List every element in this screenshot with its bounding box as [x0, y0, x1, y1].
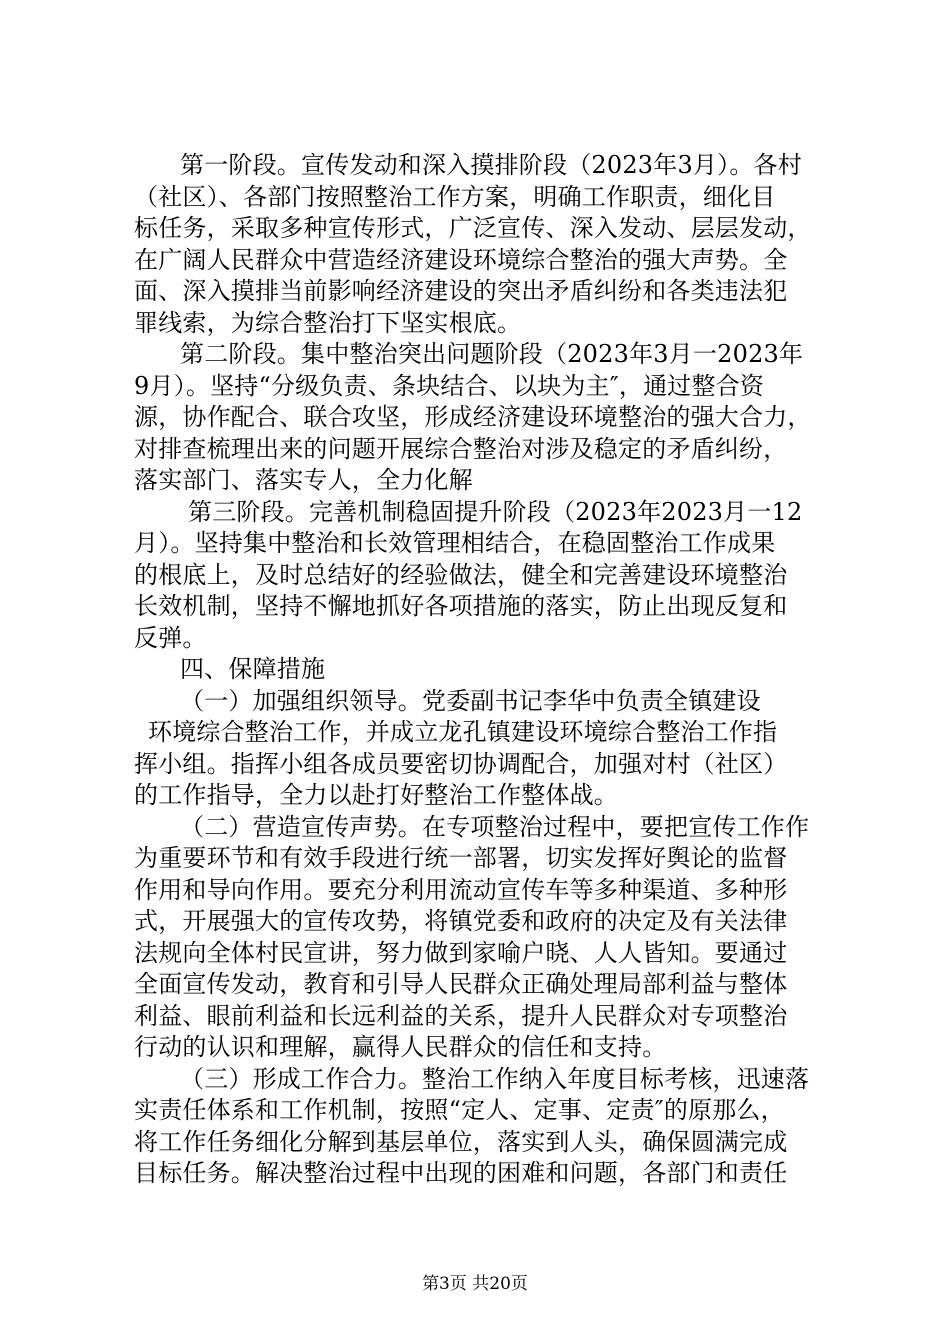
text-line: 利益、眼前利益和长远利益的关系，提升人民群众对专项整治 — [134, 1001, 788, 1030]
text-line: 环境综合整治工作，并成立龙孔镇建设环境综合整治工作指 — [148, 718, 778, 746]
document-body — [134, 150, 834, 1190]
text-line: 源，协作配合、联合攻坚，形成经济建设环境整治的强大合力， — [134, 403, 812, 431]
text-line: （三）形成工作合力。整治工作纳入年度目标考核，迅速落 — [180, 1064, 810, 1093]
text-line: 式，开展强大的宣传攻势，将镇党委和政府的决定及有关法律 — [134, 907, 788, 935]
text-line: 为重要环节和有效手段进行统一部署，切实发挥好舆论的监督 — [134, 844, 788, 872]
text-line: 面、深入摸排当前影响经济建设的突出矛盾纠纷和各类违法犯 — [134, 277, 788, 305]
text-line: （社区）、各部门按照整治工作方案，明确工作职责，细化目 — [134, 182, 776, 211]
text-line: 将工作任务细化分解到基层单位，落实到人头，确保圆满完成 — [134, 1127, 788, 1156]
text-line: 实责任体系和工作机制，按照“定人、定事、定责″的原那么， — [134, 1096, 785, 1124]
text-line: 第一阶段。宣传发动和深入摸排阶段（2023年3月）。各村 — [180, 151, 802, 179]
text-line: 四、保障措施 — [180, 655, 326, 683]
text-line: 对排查梳理出来的问题开展综合整治对涉及稳定的矛盾纠纷， — [134, 434, 788, 463]
text-line: 罪线索，为综合整治打下坚实根底。 — [134, 308, 522, 337]
page-footer: 第3页 共20页 — [422, 1274, 528, 1294]
text-line: 的工作指导，全力以赴打好整治工作整体战。 — [134, 781, 618, 809]
text-line: 长效机制，坚持不懈地抓好各项措施的落实，防止出现反复和 — [134, 592, 788, 620]
text-line: 标任务，采取多种宣传形式，广泛宣传、深入发动、层层发动， — [134, 214, 812, 242]
text-line: 行动的认识和理解，赢得人民群众的信任和支持。 — [134, 1033, 667, 1061]
text-line: 的根底上，及时总结好的经验做法，健全和完善建设环境整治 — [134, 560, 788, 589]
text-line: 月）。坚持集中整治和长效管理相结合，在稳固整治工作成果 — [134, 529, 776, 557]
text-line: 反弹。 — [134, 623, 207, 652]
text-line: 目标任务。解决整治过程中出现的困难和问题，各部门和责任 — [134, 1159, 788, 1187]
text-line: 第二阶段。集中整治突出问题阶段（2023年3月一2023年 — [180, 340, 804, 368]
text-line: 第三阶段。完善机制稳固提升阶段（2023年2023月一12 — [188, 497, 803, 526]
text-line: 法规向全体村民宣讲，努力做到家喻户晓、人人皆知。要通过 — [134, 938, 788, 967]
text-line: （一）加强组织领导。党委副书记李华中负责全镇建设 — [180, 686, 761, 715]
text-line: （二）营造宣传声势。在专项整治过程中，要把宣传工作作 — [180, 812, 810, 841]
text-line: 落实部门、落实专人，全力化解 — [134, 466, 473, 494]
text-line: 作用和导向作用。要充分利用流动宣传车等多种渠道、多种形 — [134, 875, 788, 904]
text-line: 全面宣传发动，教育和引导人民群众正确处理局部利益与整体 — [134, 970, 788, 998]
text-line: 挥小组。指挥小组各成员要密切协调配合，加强对村（社区） — [134, 749, 788, 778]
text-line: 9月）。坚持“分级负责、条块结合、以块为主″，通过整合资 — [134, 371, 765, 400]
text-line: 在广阔人民群众中营造经济建设环境综合整治的强大声势。全 — [134, 245, 788, 274]
